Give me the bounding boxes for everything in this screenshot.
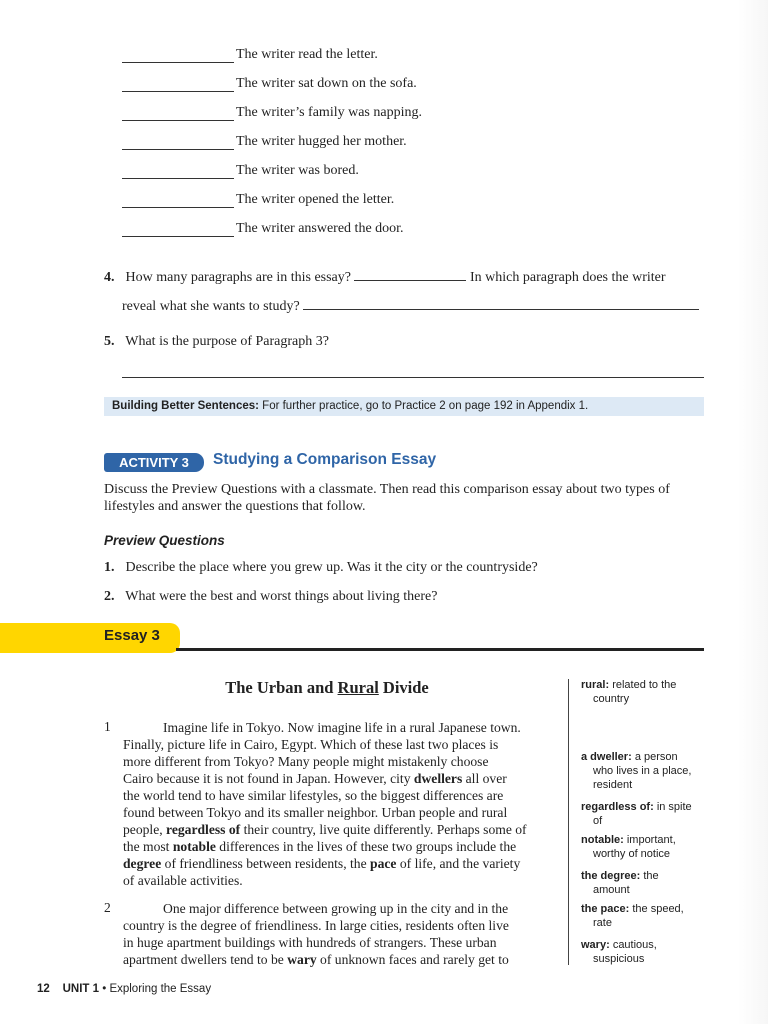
glossary-entry bbox=[581, 750, 711, 792]
paragraph-number: 2 bbox=[104, 900, 111, 915]
question-number: 4. bbox=[104, 270, 115, 285]
paragraph-line: differences in the lives of these two groups include the bbox=[215, 839, 517, 854]
answer-blank[interactable] bbox=[354, 268, 466, 281]
paragraph-line: Imagine life in Tokyo. Now imagine life in a rural Japanese town. bbox=[163, 720, 521, 735]
ordering-item-text: The writer’s family was napping. bbox=[236, 105, 422, 120]
paragraph-line: the most bbox=[123, 839, 173, 854]
ordering-item bbox=[122, 217, 404, 237]
paragraph-2 bbox=[123, 900, 548, 968]
essay-title bbox=[104, 678, 550, 698]
paragraph-line: of life, and the variety bbox=[396, 856, 521, 871]
page-number: 12 bbox=[37, 983, 50, 995]
ordering-item-text: The writer sat down on the sofa. bbox=[236, 76, 417, 91]
question-text: How many paragraphs are in this essay? bbox=[125, 270, 351, 285]
glossary-entry bbox=[581, 833, 711, 861]
footer-bullet: • bbox=[102, 983, 107, 995]
preview-question bbox=[104, 560, 538, 576]
glossary-def: country bbox=[593, 693, 630, 705]
vocab-word: notable bbox=[172, 839, 216, 854]
page-footer bbox=[37, 983, 211, 995]
question-text: What were the best and worst things about living there? bbox=[125, 589, 438, 604]
ordering-item-text: The writer read the letter. bbox=[236, 47, 378, 62]
ordering-item-text: The writer answered the door. bbox=[236, 221, 404, 236]
question-text: What is the purpose of Paragraph 3? bbox=[125, 334, 329, 349]
activity-instructions bbox=[104, 481, 704, 515]
paragraph-line: Cairo because it is not found in Japan. However, city bbox=[123, 771, 414, 786]
preview-question bbox=[104, 589, 437, 605]
paragraph-line: found between Tokyo and its smaller neighbor. Urban people and rural bbox=[123, 805, 508, 820]
glossary-def: amount bbox=[593, 884, 630, 896]
question-text: Describe the place where you grew up. Was it the city or the countryside? bbox=[125, 560, 538, 575]
question-number: 5. bbox=[104, 334, 115, 349]
instructions-line: lifestyles and answer the questions that follow. bbox=[104, 499, 366, 514]
question-number: 2. bbox=[104, 589, 115, 604]
question-text: In which paragraph does the writer bbox=[469, 270, 666, 285]
question-number: 1. bbox=[104, 560, 115, 575]
answer-line[interactable] bbox=[122, 377, 704, 378]
activity-title: Studying a Comparison Essay bbox=[213, 451, 437, 468]
glossary-entry bbox=[581, 902, 711, 930]
paragraph-line: all over bbox=[462, 771, 507, 786]
vocab-word: pace bbox=[370, 856, 397, 871]
answer-blank[interactable] bbox=[122, 50, 234, 63]
glossary-term: notable: bbox=[581, 834, 624, 846]
glossary-def: rate bbox=[593, 917, 612, 929]
vocab-word: degree bbox=[123, 856, 162, 871]
answer-blank[interactable] bbox=[122, 166, 234, 179]
paragraph-line: their country, live quite differently. Perhaps some of bbox=[240, 822, 527, 837]
glossary-divider bbox=[568, 679, 569, 965]
glossary-term: the pace: bbox=[581, 903, 630, 915]
paragraph-number: 1 bbox=[104, 719, 111, 734]
paragraph-1 bbox=[123, 719, 548, 889]
bbs-label: Building Better Sentences: bbox=[112, 400, 259, 412]
ordering-item-text: The writer hugged her mother. bbox=[236, 134, 407, 149]
ordering-item bbox=[122, 130, 407, 150]
glossary-def: in spite bbox=[656, 801, 692, 813]
paragraph-line: apartment dwellers tend to be bbox=[123, 952, 288, 967]
glossary-entry bbox=[581, 869, 711, 897]
essay-label: Essay 3 bbox=[104, 627, 160, 644]
ordering-item bbox=[122, 188, 394, 208]
glossary-def: the bbox=[643, 870, 659, 882]
glossary-def: the speed, bbox=[632, 903, 684, 915]
essay-title-part: Divide bbox=[378, 678, 429, 697]
building-better-sentences-bar bbox=[104, 397, 704, 416]
page-edge-shadow bbox=[738, 0, 768, 1024]
question-5 bbox=[104, 334, 329, 350]
question-text: reveal what she wants to study? bbox=[122, 299, 300, 314]
essay-divider bbox=[176, 648, 704, 651]
unit-label: UNIT 1 bbox=[62, 983, 99, 995]
paragraph-line: people, bbox=[123, 822, 167, 837]
ordering-item bbox=[122, 43, 378, 63]
answer-blank[interactable] bbox=[122, 108, 234, 121]
ordering-item-text: The writer was bored. bbox=[236, 163, 359, 178]
preview-heading: Preview Questions bbox=[104, 533, 225, 548]
glossary-entry bbox=[581, 678, 711, 706]
paragraph-line: Finally, picture life in Cairo, Egypt. Which of these last two places is bbox=[123, 737, 499, 752]
paragraph-line: of unknown faces and rarely get to bbox=[316, 952, 509, 967]
answer-blank[interactable] bbox=[122, 137, 234, 150]
answer-blank[interactable] bbox=[122, 79, 234, 92]
answer-blank[interactable] bbox=[122, 195, 234, 208]
paragraph-line: of available activities. bbox=[123, 873, 243, 888]
glossary-entry bbox=[581, 800, 711, 828]
glossary-def: suspicious bbox=[593, 953, 645, 965]
question-4-continued bbox=[122, 297, 699, 315]
paragraph-line: One major difference between growing up in the city and in the bbox=[163, 901, 509, 916]
glossary-def: important, bbox=[626, 834, 676, 846]
ordering-item-text: The writer opened the letter. bbox=[236, 192, 395, 207]
glossary-def: cautious, bbox=[612, 939, 657, 951]
vocab-word: wary bbox=[287, 952, 317, 967]
question-4 bbox=[104, 268, 666, 286]
bbs-text: For further practice, go to Practice 2 on page 192 in Appendix 1. bbox=[262, 400, 589, 412]
glossary-def: worthy of notice bbox=[593, 848, 671, 860]
glossary-term: rural: bbox=[581, 679, 610, 691]
glossary-def: related to the bbox=[612, 679, 677, 691]
answer-blank[interactable] bbox=[303, 297, 699, 310]
activity-tag: ACTIVITY 3 bbox=[104, 453, 204, 472]
paragraph-line: more different from Tokyo? Many people might mistakenly choose bbox=[123, 754, 489, 769]
paragraph-line: of friendliness between residents, the bbox=[161, 856, 371, 871]
glossary-term: wary: bbox=[581, 939, 610, 951]
ordering-item bbox=[122, 72, 417, 92]
glossary-term: the degree: bbox=[581, 870, 641, 882]
glossary-def: who lives in a place, bbox=[593, 765, 692, 777]
glossary-def: resident bbox=[593, 779, 633, 791]
instructions-line: Discuss the Preview Questions with a classmate. Then read this comparison essay about two types of bbox=[104, 482, 670, 497]
essay-title-part: The Urban and bbox=[225, 678, 338, 697]
vocab-word: dwellers bbox=[413, 771, 463, 786]
ordering-item bbox=[122, 159, 359, 179]
glossary-def: a person bbox=[634, 751, 678, 763]
glossary-entry bbox=[581, 938, 711, 966]
paragraph-line: country is the degree of friendliness. In large cities, residents often live bbox=[123, 918, 509, 933]
vocab-word: regardless of bbox=[166, 822, 241, 837]
glossary-term: a dweller: bbox=[581, 751, 632, 763]
essay-title-keyword: Rural bbox=[337, 678, 379, 697]
paragraph-line: in huge apartment buildings with hundreds of strangers. These urban bbox=[123, 935, 497, 950]
glossary-def: of bbox=[593, 815, 603, 827]
glossary-term: regardless of: bbox=[581, 801, 654, 813]
ordering-item bbox=[122, 101, 422, 121]
answer-blank[interactable] bbox=[122, 224, 234, 237]
paragraph-line: the world tend to have similar lifestyles, so the biggest differences are bbox=[123, 788, 504, 803]
footer-title: Exploring the Essay bbox=[109, 983, 212, 995]
